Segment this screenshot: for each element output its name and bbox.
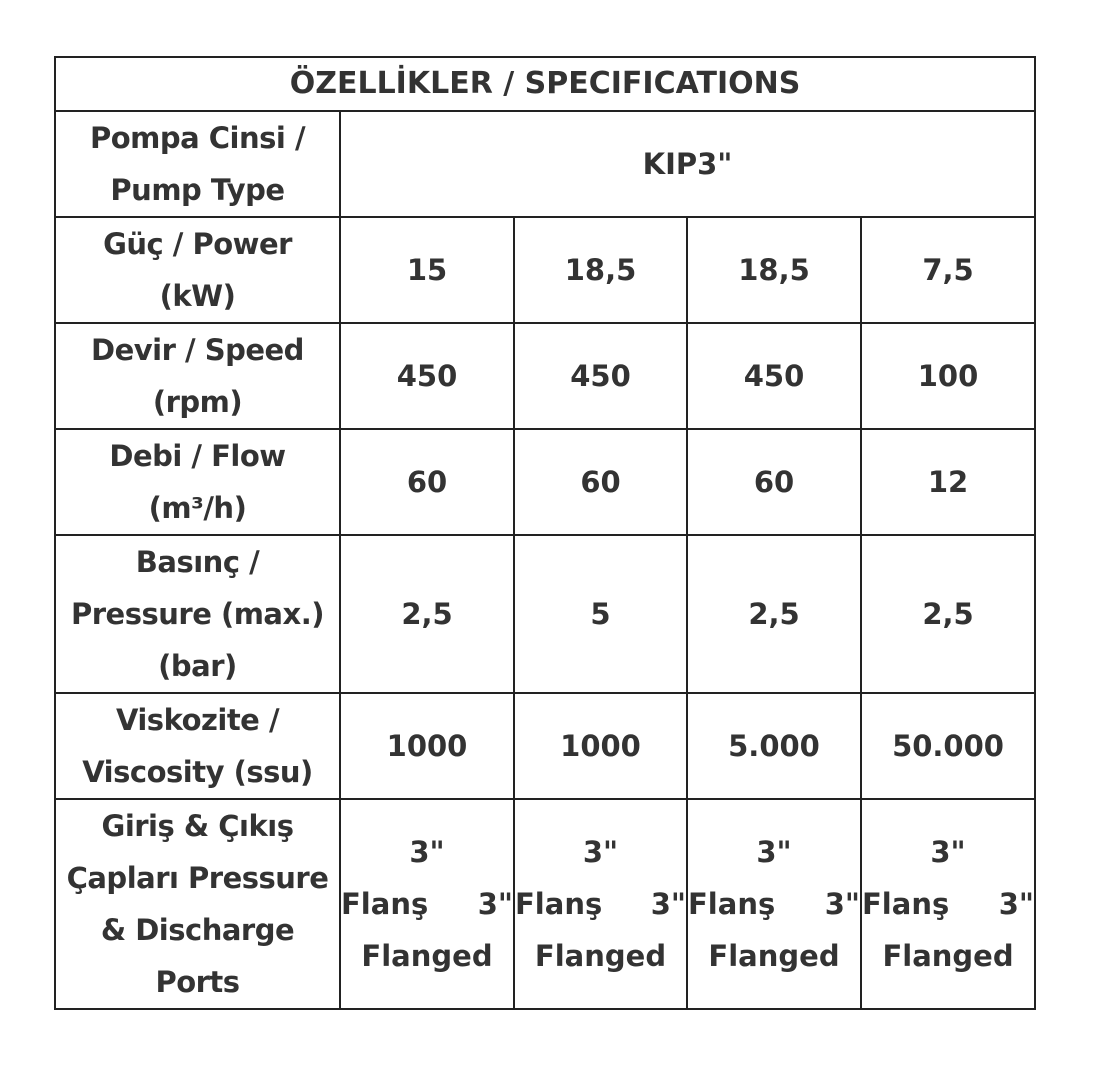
viscosity-cell: 1000 (340, 693, 514, 799)
row-label-power: Güç / Power (kW) (55, 217, 340, 323)
speed-cell: 450 (687, 323, 861, 429)
power-cell: 18,5 (514, 217, 687, 323)
row-label-pressure: Basınç / Pressure (max.) (bar) (55, 535, 340, 693)
flow-cell: 60 (687, 429, 861, 535)
viscosity-cell: 1000 (514, 693, 687, 799)
row-label-flow: Debi / Flow (m³/h) (55, 429, 340, 535)
table-title: ÖZELLİKLER / SPECIFICATIONS (55, 57, 1035, 111)
ports-cell: 3" Flanş 3" Flanged (340, 799, 514, 1009)
speed-cell: 100 (861, 323, 1035, 429)
power-cell: 7,5 (861, 217, 1035, 323)
power-cell: 15 (340, 217, 514, 323)
pressure-cell: 2,5 (687, 535, 861, 693)
pressure-cell: 2,5 (861, 535, 1035, 693)
ports-cell: 3" Flanş 3" Flanged (861, 799, 1035, 1009)
viscosity-cell: 50.000 (861, 693, 1035, 799)
row-label-ports: Giriş & Çıkış Çapları Pressure & Discharge Ports (55, 799, 340, 1009)
row-label-speed: Devir / Speed (rpm) (55, 323, 340, 429)
pressure-cell: 5 (514, 535, 687, 693)
table-row (55, 429, 1035, 535)
pressure-cell: 2,5 (340, 535, 514, 693)
table-row (55, 323, 1035, 429)
table-row (55, 217, 1035, 323)
row-label-viscosity: Viskozite / Viscosity (ssu) (55, 693, 340, 799)
flow-cell: 12 (861, 429, 1035, 535)
ports-cell: 3" Flanş 3" Flanged (687, 799, 861, 1009)
table-row (55, 799, 1035, 1009)
row-label-pump-type: Pompa Cinsi / Pump Type (55, 111, 340, 217)
flow-cell: 60 (340, 429, 514, 535)
pump-type-value: KIP3" (340, 111, 1035, 217)
ports-cell: 3" Flanş 3" Flanged (514, 799, 687, 1009)
table-row (55, 693, 1035, 799)
title-row (55, 57, 1035, 111)
table-row (55, 535, 1035, 693)
speed-cell: 450 (340, 323, 514, 429)
viscosity-cell: 5.000 (687, 693, 861, 799)
table-row (55, 111, 1035, 217)
flow-cell: 60 (514, 429, 687, 535)
speed-cell: 450 (514, 323, 687, 429)
power-cell: 18,5 (687, 217, 861, 323)
specifications-table (54, 56, 1036, 1010)
